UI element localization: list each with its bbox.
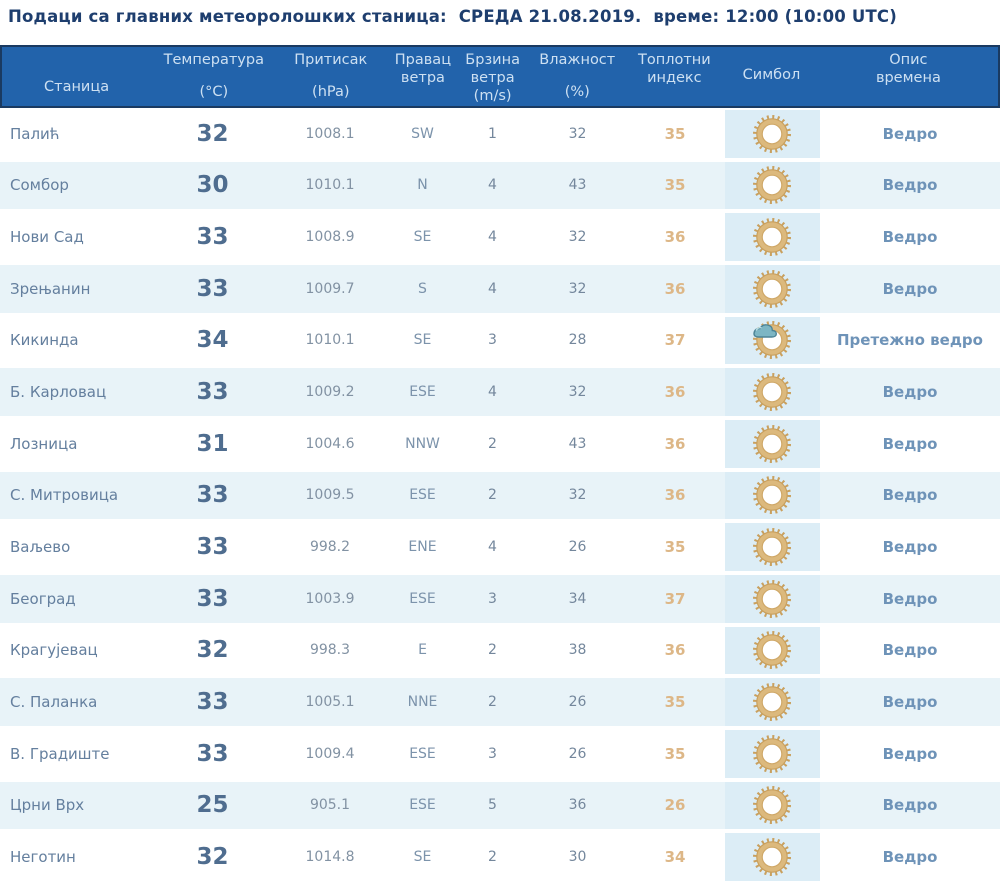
temperature-cell: 33 (196, 534, 229, 561)
wind-speed-cell: 3 (488, 590, 497, 607)
wind-direction-cell: SE (413, 229, 432, 246)
humidity-cell: 43 (568, 435, 587, 452)
wind-speed-cell: 4 (488, 539, 497, 556)
description-cell: Ведро (882, 176, 938, 195)
heat-index-cell: 26 (664, 796, 686, 815)
station-cell: Нови Сад (10, 228, 84, 247)
humidity-cell: 26 (568, 694, 587, 711)
wind-speed-cell: 2 (488, 435, 497, 452)
table-row (0, 676, 1000, 728)
pressure-cell: 1008.1 (305, 125, 355, 142)
station-cell: С. Митровица (10, 486, 119, 505)
description-cell: Ведро (882, 124, 938, 143)
wind-direction-cell: SW (411, 125, 434, 142)
table-row (0, 573, 1000, 625)
temperature-cell: 34 (196, 327, 229, 354)
humidity-cell: 26 (568, 539, 587, 556)
heat-index-cell: 36 (664, 383, 686, 402)
wind-speed-cell: 2 (488, 642, 497, 659)
pressure-cell: 905.1 (309, 797, 351, 814)
table-row (0, 470, 1000, 522)
temperature-cell: 33 (196, 689, 229, 716)
table-row (0, 211, 1000, 263)
wind-speed-cell: 2 (488, 694, 497, 711)
description-cell: Ведро (882, 383, 938, 402)
header-description: Опис времена (875, 52, 941, 86)
pressure-cell: 1010.1 (305, 177, 355, 194)
station-cell: С. Паланка (10, 693, 98, 712)
humidity-cell: 38 (568, 642, 587, 659)
temperature-cell: 32 (196, 844, 229, 871)
pressure-cell: 1010.1 (305, 332, 355, 349)
wind-direction-cell: ENE (408, 539, 437, 556)
wind-direction-cell: NNE (407, 694, 438, 711)
wind-direction-cell: ESE (409, 745, 436, 762)
wind-speed-cell: 4 (488, 280, 497, 297)
table-row (0, 831, 1000, 883)
header-heat-index: Топлотни индекс (638, 52, 711, 86)
humidity-cell: 32 (568, 487, 587, 504)
station-cell: Кикинда (10, 331, 79, 350)
humidity-cell: 30 (568, 849, 587, 866)
humidity-cell: 32 (568, 280, 587, 297)
heat-index-cell: 36 (664, 486, 686, 505)
sun-icon (750, 782, 795, 828)
sun-icon (750, 627, 795, 673)
sun-icon (750, 576, 795, 622)
symbol-cell (725, 470, 820, 522)
symbol-cell (725, 211, 820, 263)
humidity-cell: 26 (568, 745, 587, 762)
symbol-cell (725, 315, 820, 367)
station-cell: Сомбор (10, 176, 69, 195)
sun-icon (750, 162, 795, 208)
station-cell: Црни Врх (10, 796, 85, 815)
description-cell: Ведро (882, 279, 938, 298)
pressure-cell: 1009.5 (305, 487, 355, 504)
station-cell: Крагујевац (10, 641, 98, 660)
pressure-cell: 1004.6 (305, 435, 355, 452)
wind-direction-cell: NNW (405, 435, 440, 452)
sun-icon (750, 421, 795, 467)
header-humidity: Влажност (%) (539, 52, 616, 100)
description-cell: Претежно ведро (837, 331, 983, 350)
wind-speed-cell: 2 (488, 849, 497, 866)
heat-index-cell: 35 (664, 538, 686, 557)
temperature-cell: 33 (196, 224, 229, 251)
temperature-cell: 33 (196, 379, 229, 406)
header-wind-speed: Брзина ветра (m/s) (465, 52, 520, 104)
symbol-cell (725, 676, 820, 728)
temperature-cell: 32 (196, 637, 229, 664)
station-cell: Зрењанин (10, 279, 91, 298)
description-cell: Ведро (882, 486, 938, 505)
heat-index-cell: 34 (664, 848, 686, 867)
heat-index-cell: 37 (664, 331, 686, 350)
heat-index-cell: 35 (664, 693, 686, 712)
station-cell: В. Градиште (10, 744, 110, 763)
temperature-cell: 31 (196, 430, 229, 457)
pressure-cell: 1014.8 (305, 849, 355, 866)
pressure-cell: 1009.7 (305, 280, 355, 297)
table-row (0, 780, 1000, 832)
sun-icon (750, 369, 795, 415)
temperature-cell: 33 (196, 275, 229, 302)
table-row (0, 160, 1000, 212)
pressure-cell: 1009.4 (305, 745, 355, 762)
temperature-cell: 33 (196, 740, 229, 767)
sun-cloud-icon (750, 317, 795, 363)
description-cell: Ведро (882, 796, 938, 815)
symbol-cell (725, 263, 820, 315)
pressure-cell: 1008.9 (305, 229, 355, 246)
sun-icon (750, 524, 795, 570)
description-cell: Ведро (882, 434, 938, 453)
temperature-cell: 33 (196, 482, 229, 509)
pressure-cell: 998.2 (309, 539, 351, 556)
sun-icon (750, 472, 795, 518)
humidity-cell: 34 (568, 590, 587, 607)
header-pressure: Притисак (hPa) (294, 52, 368, 100)
wind-speed-cell: 2 (488, 487, 497, 504)
station-cell: Београд (10, 589, 76, 608)
humidity-cell: 32 (568, 125, 587, 142)
station-cell: Лозница (10, 434, 78, 453)
wind-speed-cell: 3 (488, 745, 497, 762)
description-cell: Ведро (882, 744, 938, 763)
weather-table (0, 45, 1000, 883)
humidity-cell: 32 (568, 384, 587, 401)
table-body (0, 108, 1000, 883)
description-cell: Ведро (882, 589, 938, 608)
header-temperature: Температура (°C) (163, 52, 264, 100)
sun-icon (750, 266, 795, 312)
temperature-cell: 30 (196, 172, 229, 199)
wind-speed-cell: 3 (488, 332, 497, 349)
pressure-cell: 1005.1 (305, 694, 355, 711)
symbol-cell (725, 625, 820, 677)
symbol-cell (725, 366, 820, 418)
description-cell: Ведро (882, 641, 938, 660)
station-cell: Неготин (10, 848, 76, 867)
sun-icon (750, 214, 795, 260)
sun-icon (750, 679, 795, 725)
table-row (0, 108, 1000, 160)
table-row (0, 366, 1000, 418)
wind-speed-cell: 4 (488, 384, 497, 401)
temperature-cell: 25 (196, 792, 229, 819)
symbol-cell (725, 418, 820, 470)
humidity-cell: 36 (568, 797, 587, 814)
pressure-cell: 1009.2 (305, 384, 355, 401)
station-cell: Б. Карловац (10, 383, 107, 402)
symbol-cell (725, 160, 820, 212)
wind-direction-cell: ESE (409, 797, 436, 814)
humidity-cell: 32 (568, 229, 587, 246)
symbol-cell (725, 780, 820, 832)
wind-speed-cell: 1 (488, 125, 497, 142)
table-row (0, 625, 1000, 677)
heat-index-cell: 36 (664, 434, 686, 453)
symbol-cell (725, 521, 820, 573)
description-cell: Ведро (882, 693, 938, 712)
humidity-cell: 43 (568, 177, 587, 194)
heat-index-cell: 35 (664, 176, 686, 195)
wind-direction-cell: ESE (409, 590, 436, 607)
wind-direction-cell: ESE (409, 384, 436, 401)
header-station: Станица (44, 79, 110, 95)
table-row (0, 315, 1000, 367)
heat-index-cell: 35 (664, 744, 686, 763)
wind-direction-cell: N (417, 177, 428, 194)
wind-speed-cell: 4 (488, 229, 497, 246)
symbol-cell (725, 831, 820, 883)
title-bar (0, 0, 1000, 45)
wind-direction-cell: SE (413, 332, 432, 349)
table-row (0, 728, 1000, 780)
wind-direction-cell: SE (413, 849, 432, 866)
heat-index-cell: 35 (664, 124, 686, 143)
symbol-cell (725, 108, 820, 160)
header-wind-direction: Правац ветра (394, 52, 452, 86)
wind-direction-cell: E (418, 642, 427, 659)
sun-icon (750, 111, 795, 157)
heat-index-cell: 37 (664, 589, 686, 608)
description-cell: Ведро (882, 228, 938, 247)
sun-icon (750, 731, 795, 777)
table-header-row (0, 45, 1000, 108)
sun-icon (750, 834, 795, 880)
table-row (0, 263, 1000, 315)
description-cell: Ведро (882, 848, 938, 867)
temperature-cell: 32 (196, 120, 229, 147)
page-title: Подаци са главних метеоролошких станица: СРЕДА 21.08.2019. време: 12:00 (10:00 UTC) (8, 7, 897, 26)
symbol-cell (725, 573, 820, 625)
temperature-cell: 33 (196, 585, 229, 612)
heat-index-cell: 36 (664, 228, 686, 247)
pressure-cell: 998.3 (309, 642, 351, 659)
station-cell: Ваљево (10, 538, 71, 557)
pressure-cell: 1003.9 (305, 590, 355, 607)
wind-direction-cell: ESE (409, 487, 436, 504)
wind-speed-cell: 4 (488, 177, 497, 194)
heat-index-cell: 36 (664, 279, 686, 298)
description-cell: Ведро (882, 538, 938, 557)
humidity-cell: 28 (568, 332, 587, 349)
symbol-cell (725, 728, 820, 780)
table-row (0, 521, 1000, 573)
wind-speed-cell: 5 (488, 797, 497, 814)
header-symbol: Симбол (742, 66, 801, 83)
wind-direction-cell: S (418, 280, 427, 297)
station-cell: Палић (10, 124, 60, 143)
heat-index-cell: 36 (664, 641, 686, 660)
table-row (0, 418, 1000, 470)
